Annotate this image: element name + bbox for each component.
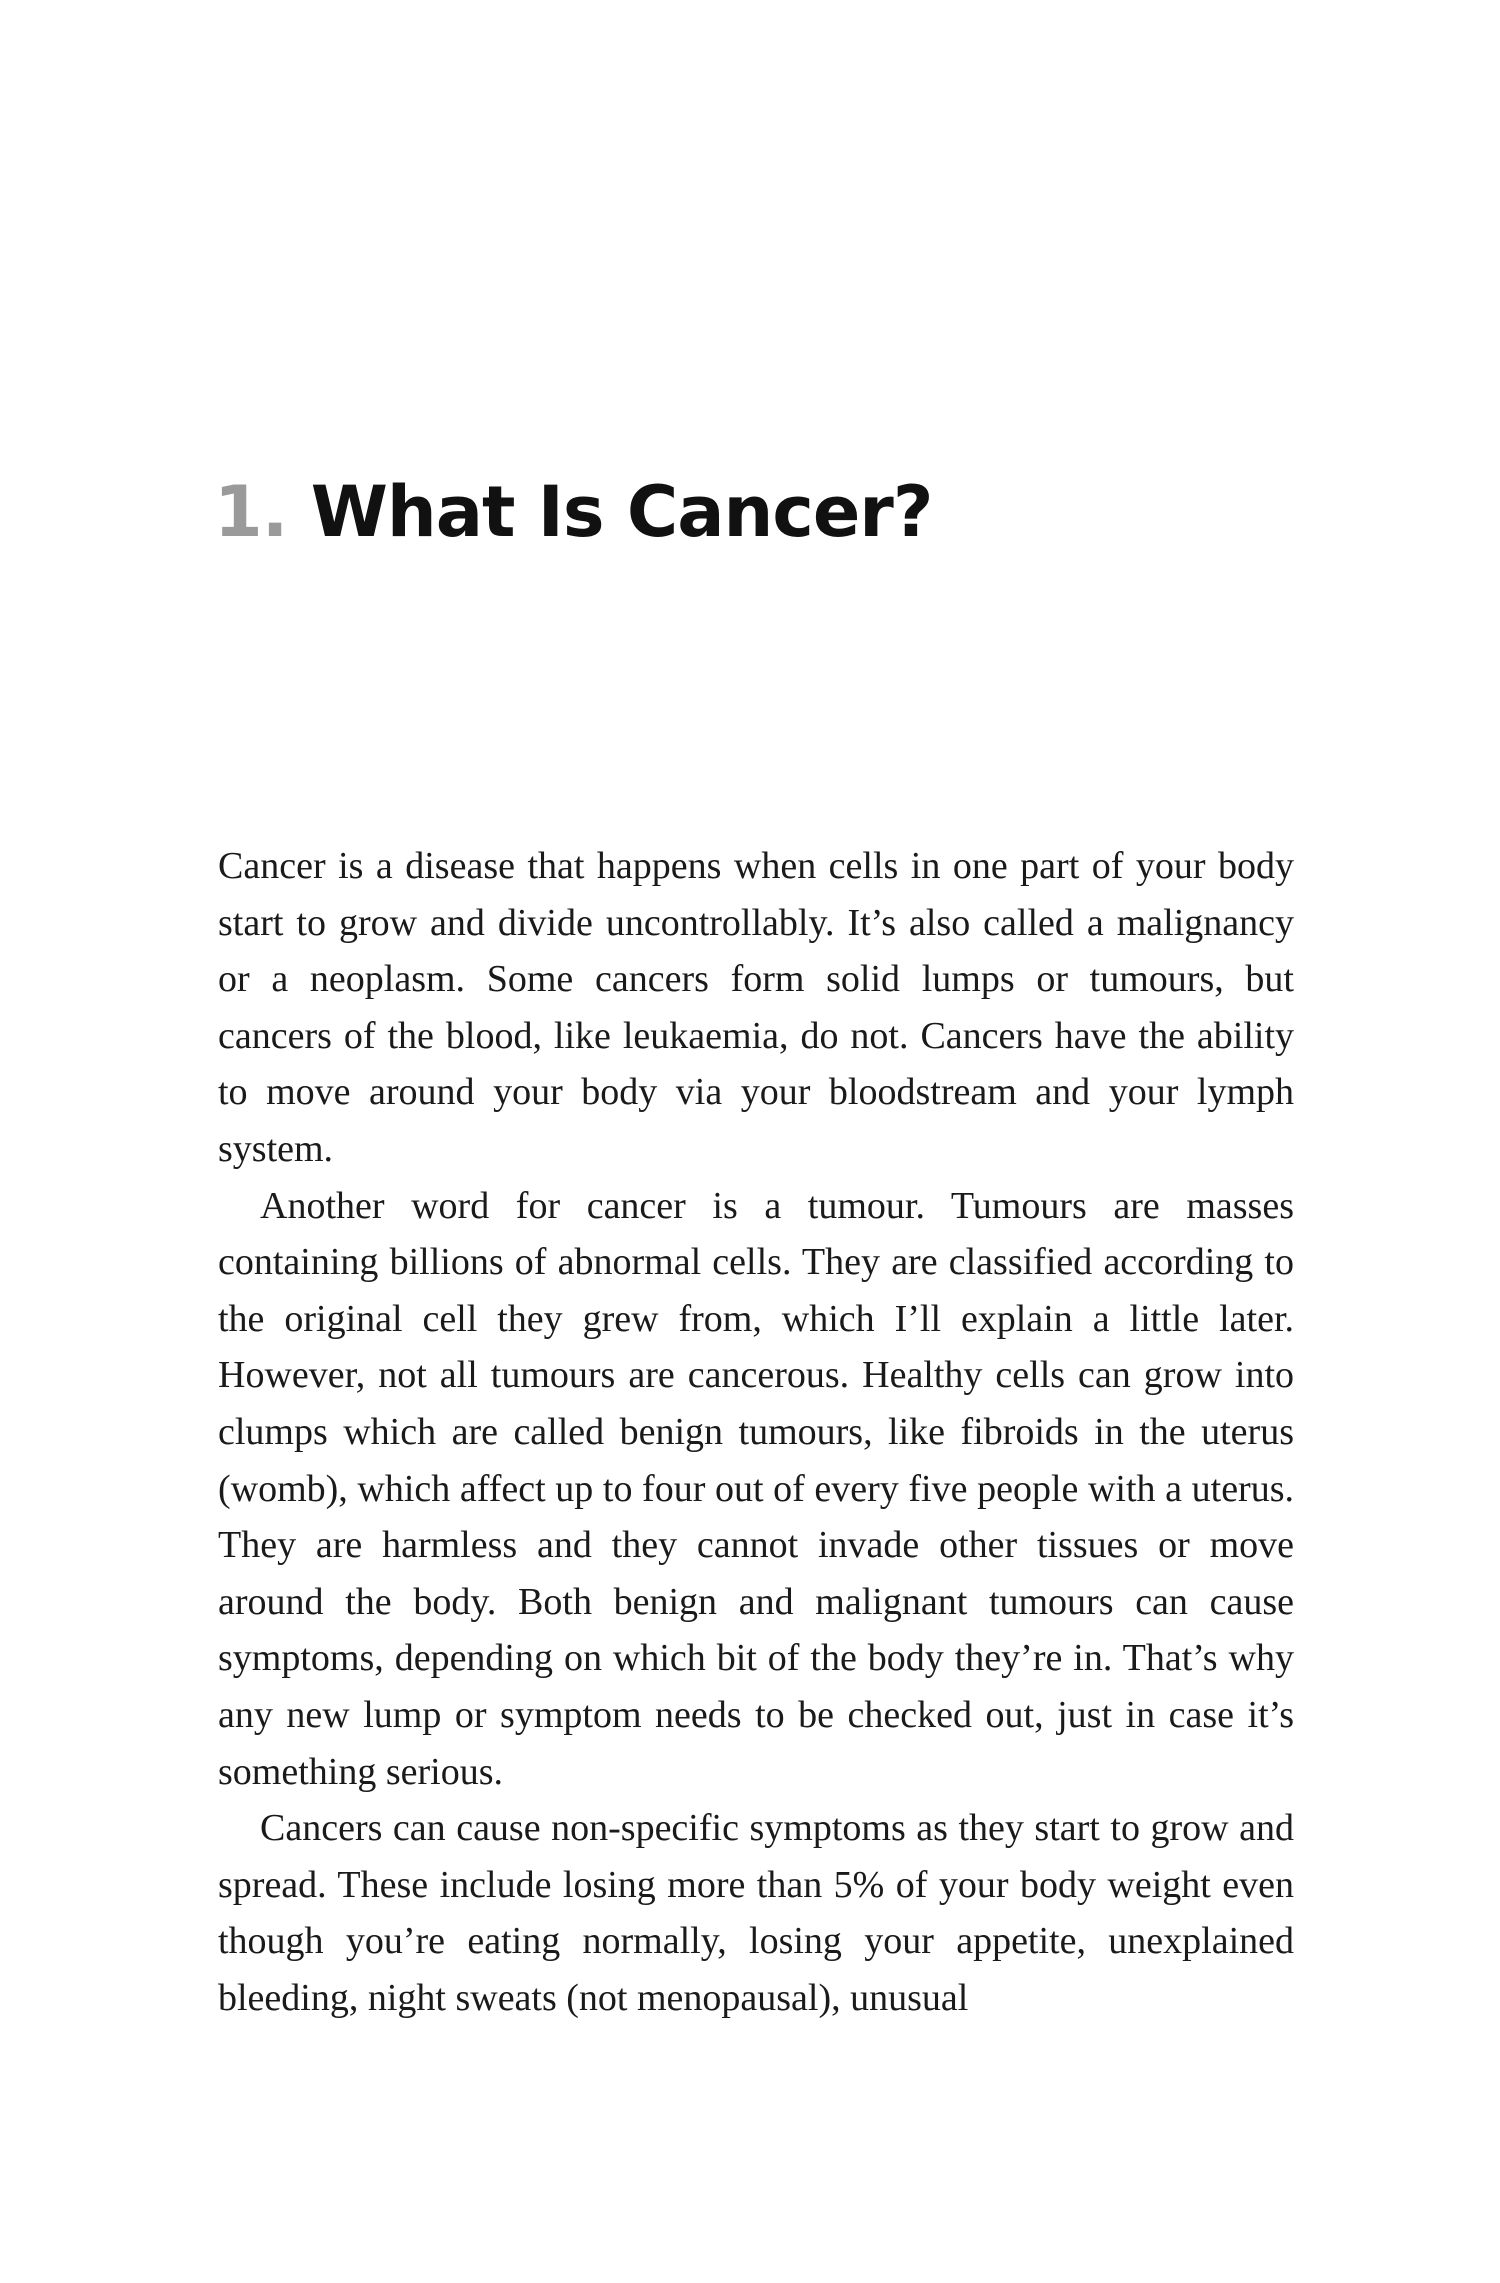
chapter-number: 1.: [214, 471, 288, 553]
body-text: [218, 838, 1294, 2026]
paragraph-3: Cancers can cause non-specific symptoms as they start to grow and spread. These include losing more than 5% of your body weight even though you’re eating normally, losing your appetite, unexplained bleeding, night sweats (not menopausal), unusual: [218, 1807, 1294, 2019]
chapter-heading: [214, 470, 932, 554]
paragraph-2: Another word for cancer is a tumour. Tumours are masses containing billions of abnormal cells. They are classified according to the original cell they grew from, which I’ll explain a little later. However, not all tumours are cancerous. Healthy cells can grow into clumps which are called benign tumours, like fibroids in the uterus (womb), which affect up to four out of every five people with a uterus. They are harmless and they cannot invade other tissues or move around the body. Both benign and malignant tumours can cause symptoms, depending on which bit of the body they’re in. That’s why any new lump or symptom needs to be checked out, just in case it’s something serious.: [218, 1184, 1294, 1793]
paragraph-1: Cancer is a disease that happens when cells in one part of your body start to grow and divide uncontrollably. It’s also called a malignancy or a neoplasm. Some cancers form solid lumps or tumours, but cancers of the blood, like leukaemia, do not. Cancers have the ability to move around your body via your bloodstream and your lymph system.: [218, 845, 1294, 1170]
chapter-title: What Is Cancer?: [310, 471, 933, 553]
